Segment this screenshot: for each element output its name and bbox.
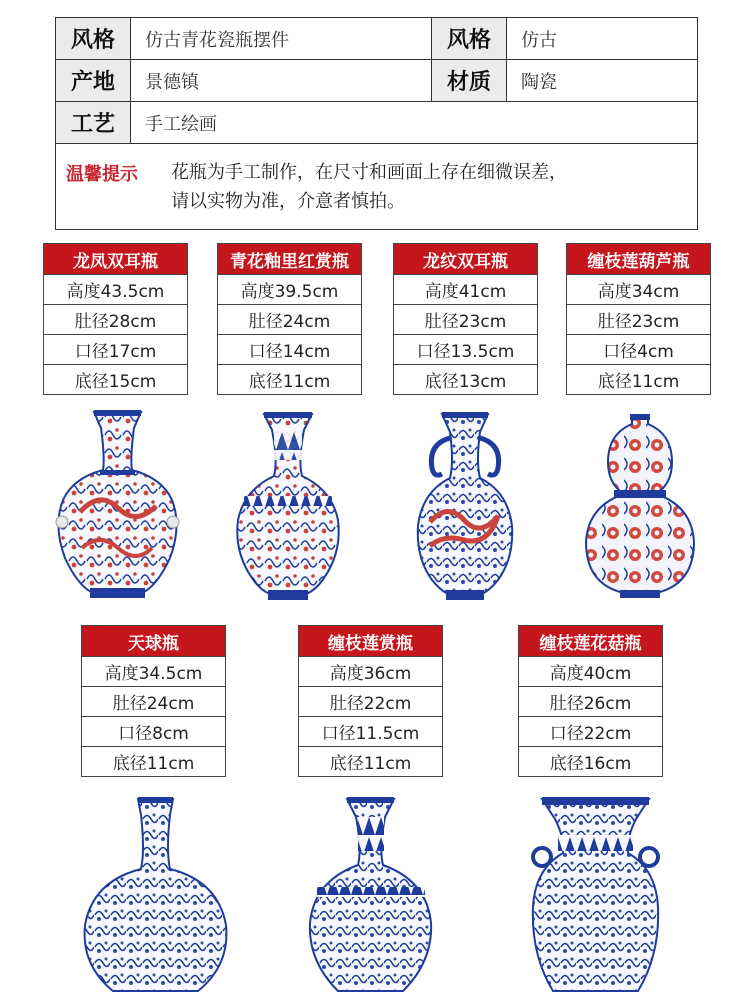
vase-mouth-diameter: 口径11.5cm xyxy=(299,716,442,746)
vase-base-diameter: 底径16cm xyxy=(519,746,662,776)
vase-spec-card-4 xyxy=(566,243,711,395)
vase-spec-card-3 xyxy=(393,243,538,395)
notice xyxy=(56,144,697,230)
vase-height: 高度40cm xyxy=(519,656,662,686)
divider xyxy=(431,60,432,101)
spec-value-material: 陶瓷 xyxy=(521,71,557,93)
vase-height: 高度41cm xyxy=(394,274,537,304)
vase-image-4 xyxy=(580,412,700,602)
notice-line-1: 花瓶为手工制作，在尺寸和画面上存在细微误差， xyxy=(171,162,567,183)
notice-label: 温馨提示 xyxy=(66,164,138,185)
spec-table xyxy=(55,17,698,230)
spec-key-craft: 工艺 xyxy=(56,102,130,143)
vase-mouth-diameter: 口径4cm xyxy=(567,334,710,364)
divider xyxy=(130,18,131,59)
vase-spec-card-6 xyxy=(298,625,443,777)
vase-height: 高度34cm xyxy=(567,274,710,304)
spec-value-style-2: 仿古 xyxy=(521,29,557,51)
vase-belly-diameter: 肚径26cm xyxy=(519,686,662,716)
divider xyxy=(506,18,507,59)
vase-belly-diameter: 肚径23cm xyxy=(567,304,710,334)
vase-height: 高度43.5cm xyxy=(44,274,187,304)
spec-key-material: 材质 xyxy=(432,60,506,101)
vase-image-2 xyxy=(228,410,348,605)
vase-mouth-diameter: 口径8cm xyxy=(82,716,225,746)
vase-base-diameter: 底径11cm xyxy=(299,746,442,776)
spec-key-style-2: 风格 xyxy=(432,18,506,59)
vase-spec-card-1 xyxy=(43,243,188,395)
spec-key-origin: 产地 xyxy=(56,60,130,101)
vase-name: 龙凤双耳瓶 xyxy=(44,244,187,274)
vase-name: 缠枝莲赏瓶 xyxy=(299,626,442,656)
spec-row-style xyxy=(56,18,697,60)
vase-belly-diameter: 肚径22cm xyxy=(299,686,442,716)
vase-height: 高度36cm xyxy=(299,656,442,686)
vase-belly-diameter: 肚径24cm xyxy=(82,686,225,716)
divider xyxy=(130,102,131,143)
vase-spec-card-7 xyxy=(518,625,663,777)
vase-base-diameter: 底径13cm xyxy=(394,364,537,394)
vase-height: 高度39.5cm xyxy=(218,274,361,304)
vase-height: 高度34.5cm xyxy=(82,656,225,686)
spec-value-style: 仿古青花瓷瓶摆件 xyxy=(145,29,289,51)
vase-spec-card-5 xyxy=(81,625,226,777)
vase-belly-diameter: 肚径23cm xyxy=(394,304,537,334)
spec-value-craft: 手工绘画 xyxy=(145,113,217,135)
divider xyxy=(506,60,507,101)
vase-name: 天球瓶 xyxy=(82,626,225,656)
vase-base-diameter: 底径11cm xyxy=(218,364,361,394)
vase-image-3 xyxy=(410,410,520,605)
vase-name: 缠枝莲花菇瓶 xyxy=(519,626,662,656)
spec-row-craft xyxy=(56,102,697,144)
vase-belly-diameter: 肚径24cm xyxy=(218,304,361,334)
vase-mouth-diameter: 口径14cm xyxy=(218,334,361,364)
vase-image-6 xyxy=(303,795,438,995)
spec-key-style: 风格 xyxy=(56,18,130,59)
spec-value-origin: 景德镇 xyxy=(145,71,199,93)
spec-row-origin xyxy=(56,60,697,102)
divider xyxy=(130,60,131,101)
vase-image-5 xyxy=(78,795,233,995)
vase-base-diameter: 底径11cm xyxy=(82,746,225,776)
divider xyxy=(431,18,432,59)
vase-name: 龙纹双耳瓶 xyxy=(394,244,537,274)
vase-image-7 xyxy=(528,795,663,995)
vase-mouth-diameter: 口径17cm xyxy=(44,334,187,364)
vase-spec-card-2 xyxy=(217,243,362,395)
vase-base-diameter: 底径15cm xyxy=(44,364,187,394)
notice-text xyxy=(171,158,567,216)
vase-mouth-diameter: 口径13.5cm xyxy=(394,334,537,364)
notice-line-2: 请以实物为准，介意者慎拍。 xyxy=(171,191,405,212)
vase-mouth-diameter: 口径22cm xyxy=(519,716,662,746)
vase-belly-diameter: 肚径28cm xyxy=(44,304,187,334)
vase-name: 缠枝莲葫芦瓶 xyxy=(567,244,710,274)
vase-image-1 xyxy=(50,408,185,603)
vase-base-diameter: 底径11cm xyxy=(567,364,710,394)
vase-name: 青花釉里红赏瓶 xyxy=(218,244,361,274)
